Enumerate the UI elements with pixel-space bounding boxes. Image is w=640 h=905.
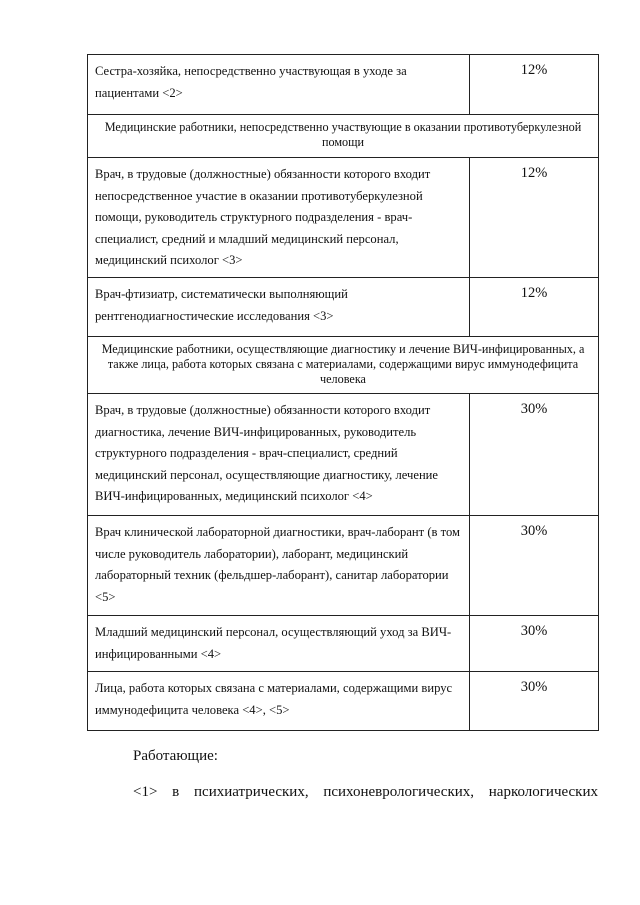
percent-cell (470, 394, 599, 516)
allowance-table (87, 54, 599, 731)
table-row (88, 394, 599, 516)
position-cell (88, 616, 470, 672)
footnote-1-text: <1> в психиатрических, психоневрологических, наркологических (133, 784, 598, 800)
percent-cell (470, 55, 599, 115)
position-text: Лица, работа которых связана с материалами, содержащими вирус иммунодефицита человека <4>, <5> (95, 681, 453, 717)
section-row (88, 337, 599, 394)
percent-value: 12% (520, 62, 548, 78)
position-cell (88, 278, 470, 337)
section-header-text: Медицинские работники, осуществляющие диагностику и лечение ВИЧ-инфицированных, а также лица, работа которых связана с материалами, содержащими вирус иммунодефицита человека (101, 342, 585, 386)
percent-cell (470, 516, 599, 616)
table-row (88, 158, 599, 278)
position-cell (88, 516, 470, 616)
percent-cell (470, 278, 599, 337)
table-row (88, 278, 599, 337)
section-row (88, 115, 599, 158)
percent-value: 30% (520, 679, 548, 695)
position-text: Младший медицинский персонал, осуществляющий уход за ВИЧ-инфицированными <4> (95, 625, 452, 661)
percent-value: 12% (520, 285, 548, 301)
table-row (88, 55, 599, 115)
position-text: Врач-фтизиатр, систематически выполняющий рентгенодиагностические исследования <3> (95, 287, 348, 323)
position-cell (88, 55, 470, 115)
position-text: Врач клинической лабораторной диагностики, врач-лаборант (в том числе руководитель лаборатории), лаборант, медицинский лабораторный техник (фельдшер-лаборант), санитар лаборатории <5> (95, 525, 460, 604)
section-header-cell (88, 115, 599, 158)
percent-value: 30% (520, 623, 548, 639)
position-cell (88, 672, 470, 731)
table-row (88, 516, 599, 616)
section-header-text: Медицинские работники, непосредственно участвующие в оказании противотуберкулезной помощи (104, 120, 582, 149)
percent-cell (470, 616, 599, 672)
position-text: Сестра-хозяйка, непосредственно участвующая в уходе за пациентами <2> (95, 64, 407, 100)
percent-value: 30% (520, 523, 548, 539)
position-text: Врач, в трудовые (должностные) обязанности которого входит непосредственное участие в оказании противотуберкулезной помощи, руководитель структурного подразделения - врач-специалист, средний и младший медицинский персонал, медицинский психолог <3> (95, 167, 431, 268)
percent-value: 12% (520, 165, 548, 181)
position-cell (88, 158, 470, 278)
workers-heading: Работающие: (133, 748, 218, 764)
table-row (88, 616, 599, 672)
table-row (88, 672, 599, 731)
section-header-cell (88, 337, 599, 394)
percent-cell (470, 158, 599, 278)
position-cell (88, 394, 470, 516)
position-text: Врач, в трудовые (должностные) обязанности которого входит диагностика, лечение ВИЧ-инфицированных, руководитель структурного подразделения - врач-специалист, средний медицинский персонал, осуществляющие диагностику, лечение ВИЧ-инфицированных, медицинский психолог <4> (95, 403, 439, 504)
percent-value: 30% (520, 401, 548, 417)
percent-cell (470, 672, 599, 731)
